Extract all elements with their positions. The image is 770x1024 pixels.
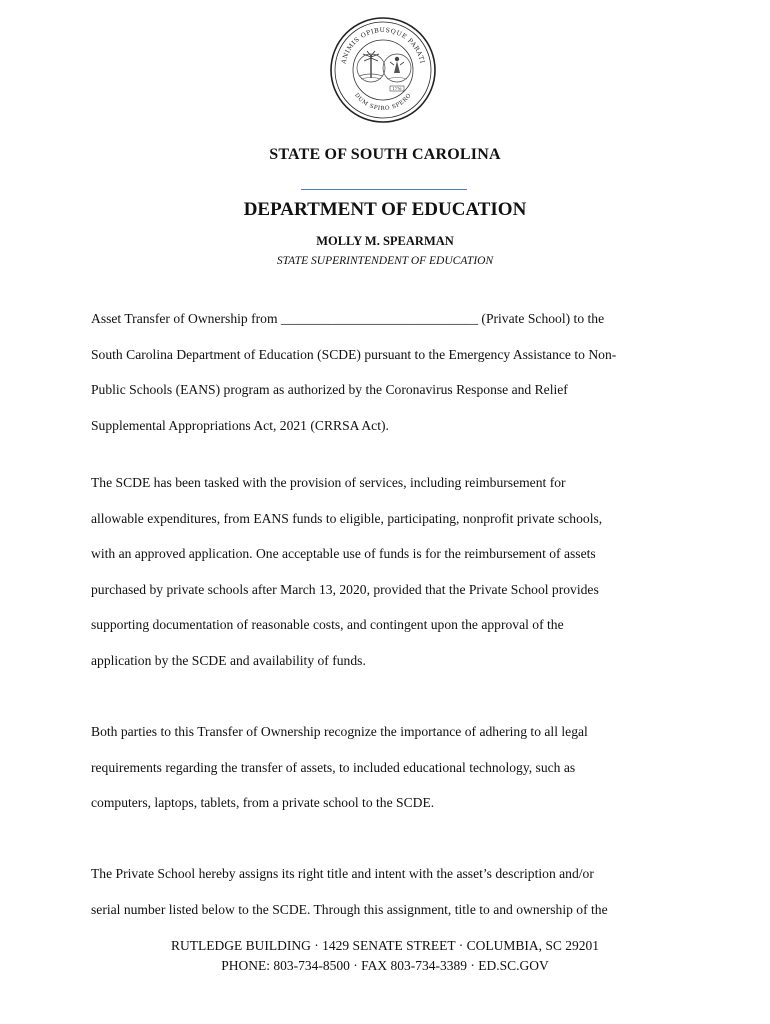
text-line: Asset Transfer of Ownership from _____________________________ (Private School) to the bbox=[91, 311, 605, 326]
text-line: South Carolina Department of Education (SCDE) pursuant to the Emergency Assistance to Non- bbox=[91, 346, 617, 362]
text-line: Public Schools (EANS) program as authorized by the Coronavirus Response and Relief bbox=[91, 382, 568, 397]
text-line: Both parties to this Transfer of Ownership recognize the importance of adhering to all legal bbox=[91, 724, 588, 739]
state-heading: STATE OF SOUTH CAROLINA bbox=[269, 146, 501, 163]
superintendent-title: STATE SUPERINTENDENT OF EDUCATION bbox=[276, 255, 494, 267]
text-line: Supplemental Appropriations Act, 2021 (CRRSA Act). bbox=[91, 417, 389, 433]
superintendent-name: MOLLY M. SPEARMAN bbox=[316, 234, 454, 248]
letterhead-footer bbox=[0, 936, 770, 976]
footer-address: RUTLEDGE BUILDING · 1429 SENATE STREET · COLUMBIA, SC 29201 bbox=[171, 938, 599, 953]
text-line: with an approved application. One acceptable use of funds is for the reimbursement of assets bbox=[91, 546, 596, 561]
text-line: requirements regarding the transfer of assets, to included educational technology, such as bbox=[91, 759, 576, 775]
state-seal-icon bbox=[329, 16, 437, 124]
footer-contact: PHONE: 803-734-8500 · FAX 803-734-3389 · ED.SC.GOV bbox=[221, 958, 549, 973]
seal-top-text: ANIMIS OPIBUSQUE PARATI bbox=[340, 26, 426, 65]
paragraph-private-school-assigns bbox=[91, 856, 691, 927]
text-line: allowable expenditures, from EANS funds to eligible, participating, nonprofit private schools, bbox=[91, 510, 603, 526]
seal-bottom-text: DUM SPIRO SPERO bbox=[353, 92, 413, 113]
paragraph-scde-tasked bbox=[91, 465, 691, 678]
text-line: application by the SCDE and availability of funds. bbox=[91, 652, 366, 668]
text-line: computers, laptops, tablets, from a private school to the SCDE. bbox=[91, 795, 435, 810]
text-line: purchased by private schools after March 13, 2020, provided that the Private School provides bbox=[91, 581, 599, 597]
paragraph-asset-transfer bbox=[91, 301, 691, 443]
text-line: serial number listed below to the SCDE. Through this assignment, title to and ownership of the bbox=[91, 901, 608, 917]
text-line: The Private School hereby assigns its right title and intent with the asset’s description and/or bbox=[91, 866, 594, 881]
seal-date-text: 1776 bbox=[392, 87, 402, 91]
text-line: supporting documentation of reasonable costs, and contingent upon the approval of the bbox=[91, 617, 564, 632]
text-line: The SCDE has been tasked with the provision of services, including reimbursement for bbox=[91, 475, 566, 490]
department-heading: DEPARTMENT OF EDUCATION bbox=[243, 199, 527, 220]
paragraph-both-parties bbox=[91, 714, 691, 821]
header-divider bbox=[301, 189, 467, 190]
